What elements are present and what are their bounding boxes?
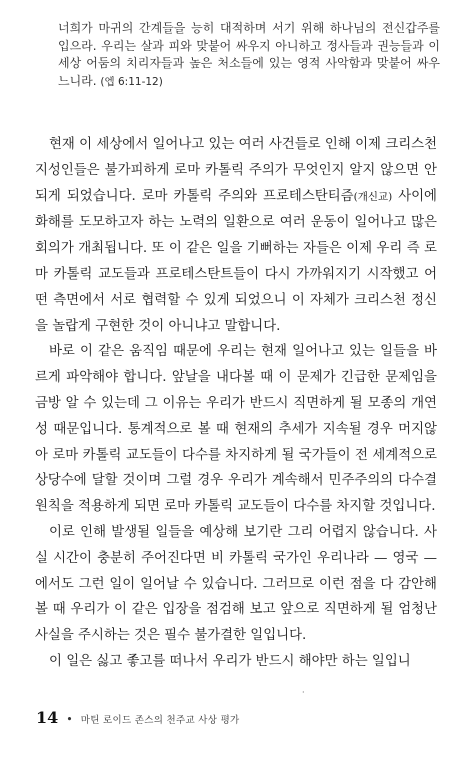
epigraph-citation: (엡 6:11-12) (100, 75, 163, 88)
paragraph-3: 이로 인해 발생될 일들을 예상해 보기란 그리 어렵지 않습니다. 사실 시간이 충분히 주어진다면 비 카톨릭 국가인 우리나라 — 영국 — 에서도 그런 일이 일어날 수 있습니다. 그러므로 이런 점을 다 감안해 볼 때 우리가 이 같은 입장을 점검해 보고 앞으로 직면하게 될 엄청난 사실을 주시하는 것은 필수 불가결한 일입니다. (35, 524, 437, 644)
page-footer (36, 708, 240, 727)
paragraph-2: 바로 이 같은 움직임 때문에 우리는 현재 일어나고 있는 일들을 바르게 파악해야 합니다. 앞날을 내다볼 때 이 문제가 긴급한 문제임을 금방 알 수 있는데 그 이유는 우리가 반드시 직면하게 될 모종의 개연성 때문입니다. 통계적으로 볼 때 현재의 추세가 지속될 경우 머지않아 로마 카톨릭 교도들이 다수를 차지하게 될 국가들이 전 세계적으로 상당수에 달할 것이며 그럴 경우 우리가 계속해서 민주주의의 다수결 원칙을 적용하게 되면 로마 카톨릭 교도들이 다수를 차지할 것입니다. (35, 344, 437, 515)
running-title: 마틴 로이드 존스의 천주교 사상 평가 (80, 715, 240, 726)
print-dot-mark: · (302, 688, 305, 697)
paragraph-1-part-b: 사이에 화해를 도모하고자 하는 노력의 일환으로 여러 운동이 일어나고 많은 회의가 개최됩니다. 또 이 같은 일을 기뻐하는 자들은 이제 우리 즉 로마 카톨릭 교도들과 프로테스탄트들이 다시 가까워지기 시작했고 어떤 측면에서 서로 협력할 수 있게 되었으니 이 자체가 크리스천 정신을 놀랍게 구현한 것이 아니냐고 말합니다. (35, 188, 437, 334)
body-text (35, 132, 437, 675)
footer-separator: • (66, 713, 73, 726)
paragraph-1-note: (개신교) (353, 190, 393, 203)
paragraph-1 (35, 132, 437, 339)
paragraph-4: 이 일은 싫고 좋고를 떠나서 우리가 반드시 해야만 하는 일입니 (49, 653, 411, 669)
epigraph-quote (58, 20, 440, 91)
paragraph-1-part-a: 현재 이 세상에서 일어나고 있는 여러 사건들로 인해 이제 크리스천 지성인들은 불가피하게 로마 카톨릭 주의가 무엇인지 알지 않으면 안 되게 되었습니다. 로마 카톨릭 주의와 프로테스탄티즘 (35, 137, 437, 204)
page-number: 14 (36, 708, 59, 727)
epigraph-text: 너희가 마귀의 간계들을 능히 대적하며 서기 위해 하나님의 전신갑주를 입으라. 우리는 살과 피와 맞붙어 싸우지 아니하고 정사들과 권능들과 이 세상 어둠의 치리자들과 높은 처소들에 있는 영적 사악함과 맞붙어 싸우느니라. (58, 21, 440, 88)
